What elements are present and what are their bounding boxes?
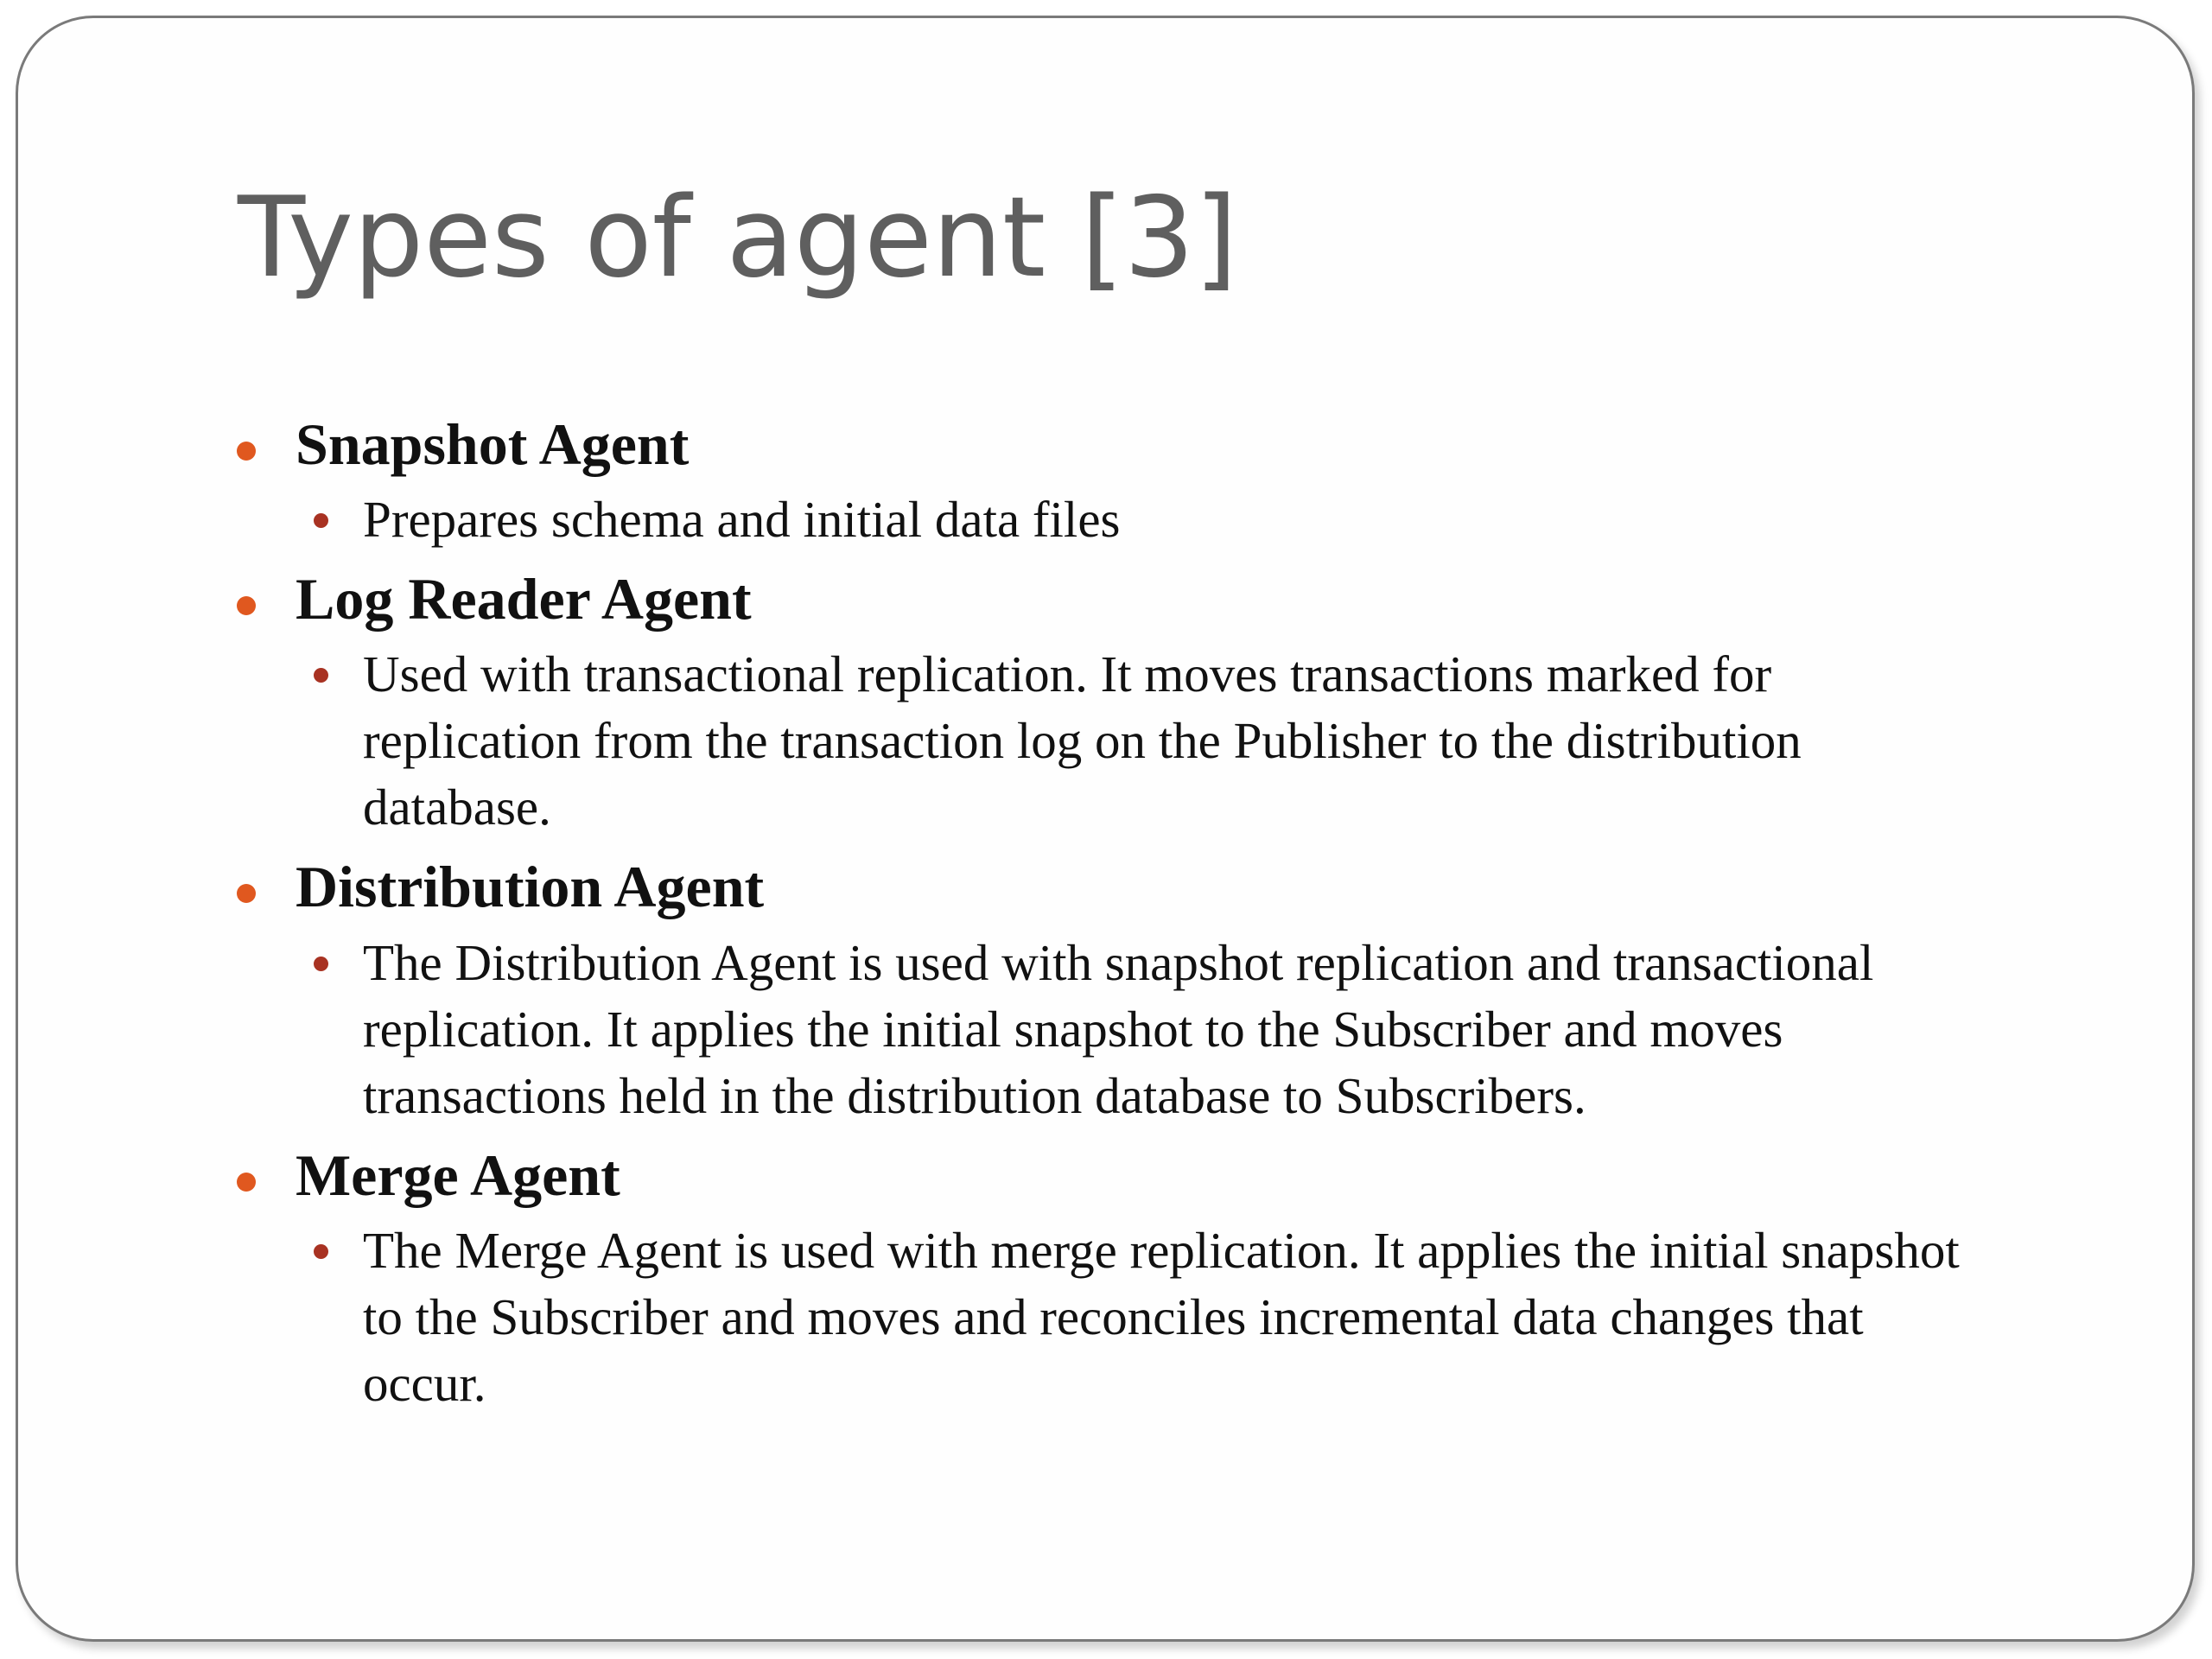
bullet-heading: Merge Agent <box>296 1141 620 1208</box>
bullet-dot-icon <box>237 442 256 461</box>
sub-bullet-dot-icon <box>314 668 328 683</box>
bullet-item-snapshot-agent <box>233 410 1961 478</box>
bullet-heading: Log Reader Agent <box>296 566 752 632</box>
slide-title: Types of agent [3] <box>238 174 1238 302</box>
bullet-detail: The Merge Agent is used with merge replication. It applies the initial snapshot to the Subscriber and moves and reconciles incremental data changes that occur. <box>363 1221 1960 1412</box>
bullet-item-merge-agent <box>233 1141 1961 1209</box>
sub-bullet-dot-icon <box>314 957 328 971</box>
bullet-dot-icon <box>237 1173 256 1192</box>
sub-bullet-snapshot-agent <box>233 486 1987 553</box>
bullet-heading: Distribution Agent <box>296 854 765 920</box>
bullet-dot-icon <box>237 884 256 903</box>
sub-bullet-dot-icon <box>314 1244 328 1259</box>
bullet-dot-icon <box>237 596 256 615</box>
bullet-item-distribution-agent <box>233 853 1961 920</box>
sub-bullet-distribution-agent <box>233 930 1987 1129</box>
sub-bullet-dot-icon <box>314 513 328 528</box>
bullet-item-log-reader-agent <box>233 565 1961 632</box>
slide-content <box>233 410 1961 1429</box>
sub-bullet-log-reader-agent <box>233 641 1987 841</box>
bullet-heading: Snapshot Agent <box>296 411 690 477</box>
sub-bullet-merge-agent <box>233 1217 1987 1417</box>
bullet-detail: Used with transactional replication. It moves transactions marked for replication from the transaction log on the Publisher to the distribution database. <box>363 645 1802 836</box>
bullet-detail: The Distribution Agent is used with snapshot replication and transactional replication. It applies the initial snapshot to the Subscriber and moves transactions held in the distribution database to Subscribers. <box>363 933 1874 1124</box>
bullet-detail: Prepares schema and initial data files <box>363 491 1121 549</box>
